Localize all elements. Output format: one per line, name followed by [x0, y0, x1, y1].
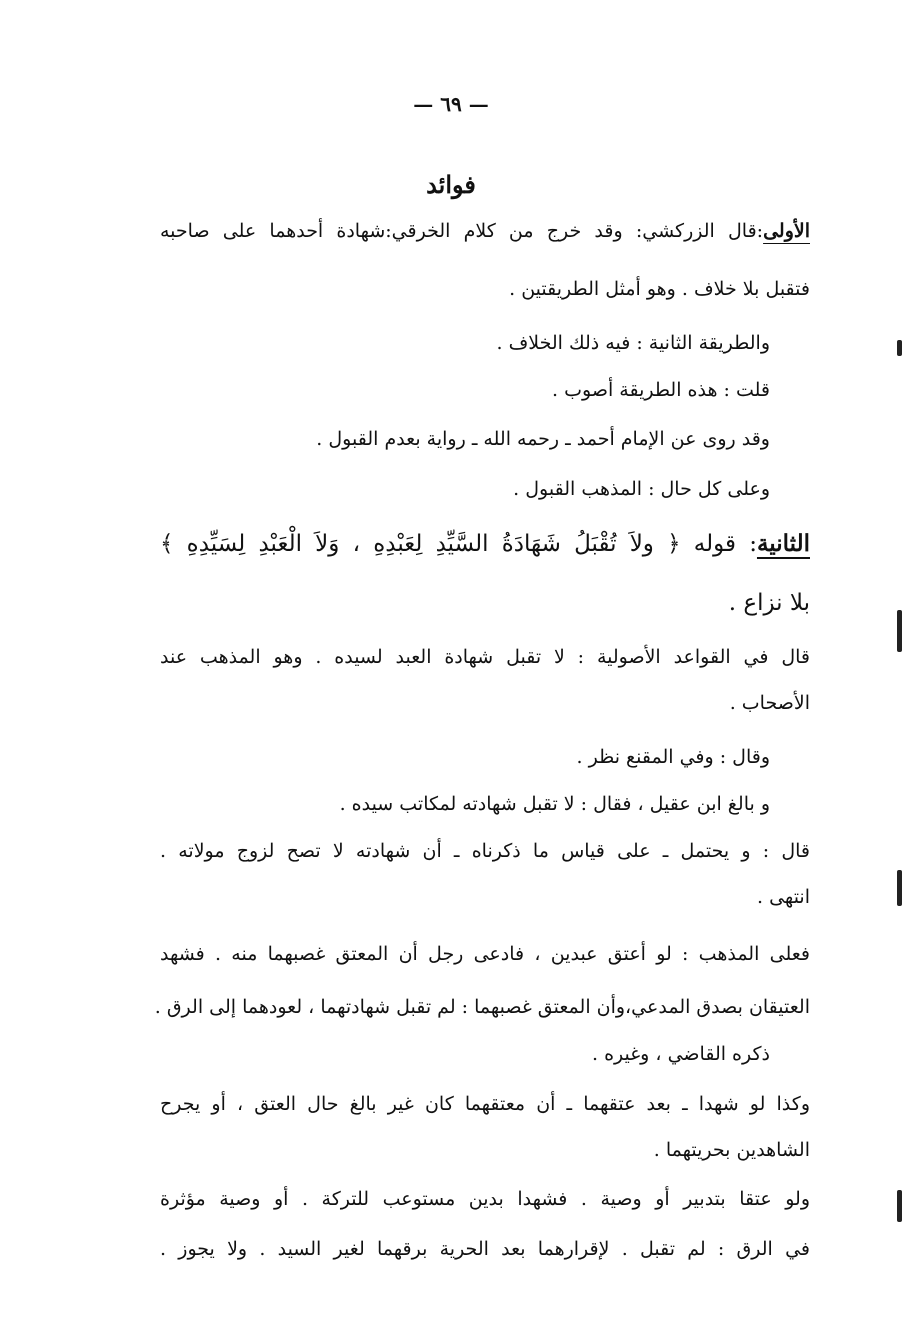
section-heading: فوائد	[426, 170, 476, 199]
text-line: العتيقان بصدق المدعي،وأن المعتق غصبهما : لم تقبل شهادتهما ، لعودهما إلى الرق .	[154, 996, 810, 1018]
text-line: فتقبل بلا خلاف . وهو أمثل الطريقتين .	[509, 278, 810, 300]
text-line: انتهى .	[757, 886, 810, 908]
text-line: ولو عتقا بتدبير أو وصية . فشهدا بدين مستوعب للتركة . أو وصية مؤثرة	[160, 1188, 810, 1210]
text-line: والطريقة الثانية : فيه ذلك الخلاف .	[496, 332, 770, 354]
text-line	[160, 222, 810, 241]
text-line: بلا نزاع .	[728, 590, 810, 616]
scan-edge-mark	[897, 340, 902, 356]
text-line: فعلى المذهب : لو أعتق عبدين ، فادعى رجل أن المعتق غصبهما منه . فشهد	[160, 943, 810, 965]
text-line: قال : و يحتمل ـ على قياس ما ذكرناه ـ أن شهادته لا تصح لزوج مولاته .	[160, 840, 810, 862]
text-line: الأصحاب .	[729, 692, 810, 714]
text-span: :قال الزركشي: وقد خرج من كلام الخرقي:شهادة أحدهما على صاحبه	[160, 220, 764, 242]
page-number: — ٦٩ —	[413, 92, 489, 116]
text-line: في الرق : لم تقبل . لإقرارهما بعد الحرية برقهما لغير السيد . ولا يجوز .	[160, 1238, 810, 1260]
scan-edge-mark	[897, 870, 902, 906]
text-line: قلت : هذه الطريقة أصوب .	[552, 379, 770, 401]
text-line: وقد روى عن الإمام أحمد ـ رحمه الله ـ رواية بعدم القبول .	[316, 428, 770, 450]
text-line: وعلى كل حال : المذهب القبول .	[513, 478, 770, 500]
text-line: ذكره القاضي ، وغيره .	[592, 1043, 770, 1065]
lead-word: الأولى	[763, 220, 810, 242]
scan-edge-mark	[897, 610, 902, 652]
text-line: قال في القواعد الأصولية : لا تقبل شهادة العبد لسيده . وهو المذهب عند	[160, 646, 810, 668]
text-line: الشاهدين بحريتهما .	[653, 1139, 810, 1161]
scan-edge-mark	[897, 1190, 902, 1222]
text-line: و بالغ ابن عقيل ، فقال : لا تقبل شهادته لمكاتب سيده .	[339, 793, 770, 815]
text-line	[160, 532, 810, 556]
lead-word: الثانية	[756, 530, 810, 557]
text-line: وكذا لو شهدا ـ بعد عتقهما ـ أن معتقهما كان غير بالغ حال العتق ، أو يجرح	[160, 1093, 810, 1115]
text-span: : قوله ﴿ ولاَ تُقْبَلُ شَهَادَةُ السَّيِّدِ لِعَبْدِهِ ، وَلاَ الْعَبْدِ لِسَيِّدِهِ ﴾	[160, 531, 757, 557]
text-line: وقال : وفي المقنع نظر .	[576, 746, 770, 768]
